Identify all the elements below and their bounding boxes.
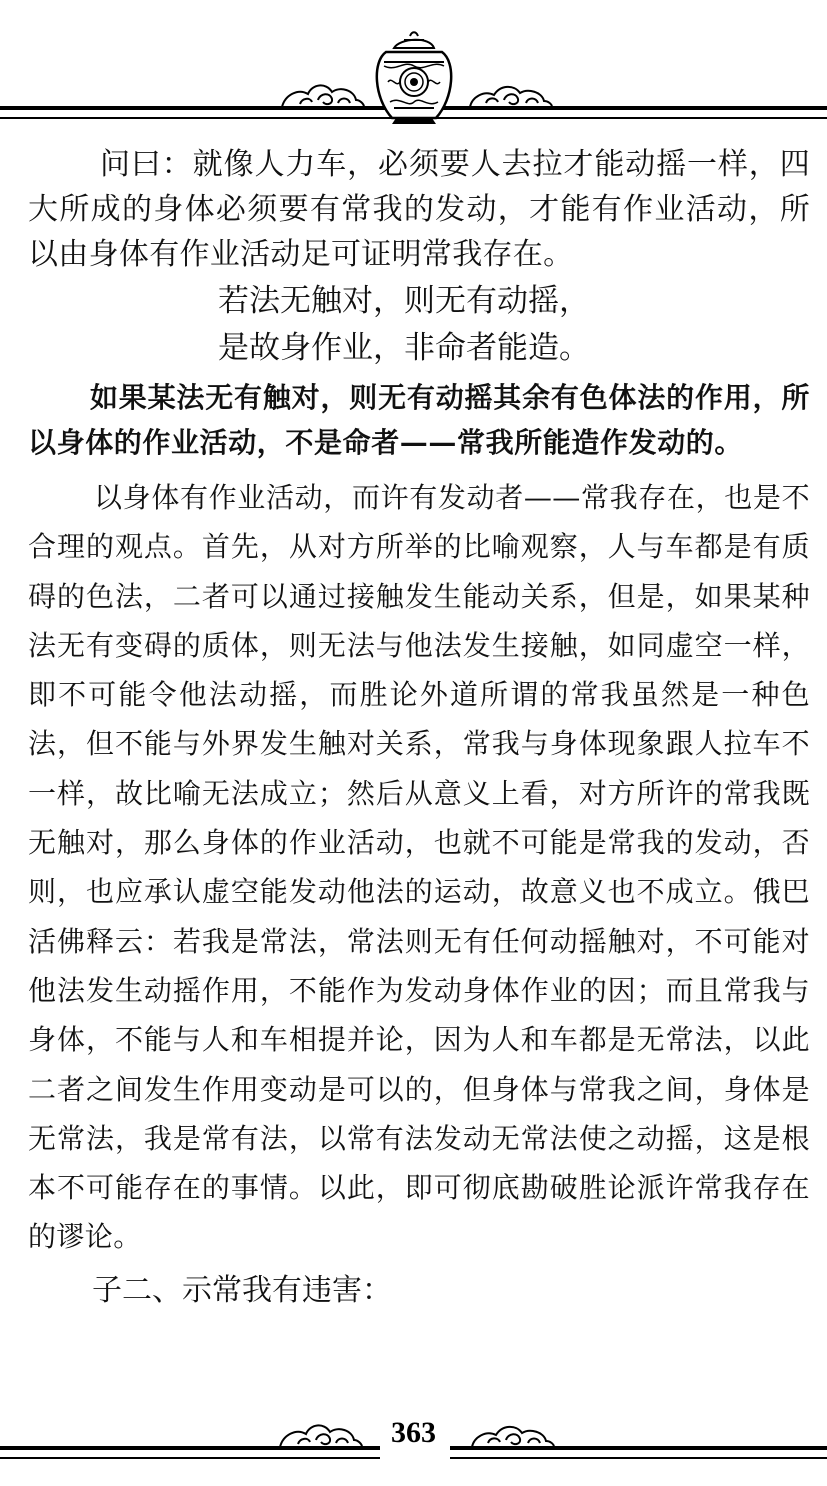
vase-icon xyxy=(377,32,451,124)
commentary-paragraph: 以身体有作业活动，而许有发动者——常我存在，也是不合理的观点。首先，从对方所举的比喻观察，人与车都是有质碍的色法，二者可以通过接触发生能动关系，但是，如果某种法无有变碍的质体，则无法与他法发生接触，如同虚空一样，即不可能令他法动摇，而胜论外道所谓的常我虽然是一种色法，但不能与外界发生触对关系，常我与身体现象跟人拉车不一样，故比喻无法成立；然后从意义上看，对方所许的常我既无触对，那么身体的作业活动，也就不可能是常我的发动，否则，也应承认虚空能发动他法的运动，故意义也不成立。俄巴活佛释云：若我是常法，常法则无有任何动摇触对，不可能对他法发生动摇作用，不能作为发动身体作业的因；而且常我与身体，不能与人和车相提并论，因为人和车都是无常法，以此二者之间发生作用变动是可以的，但身体与常我之间，身体是无常法，我是常有法，以常有法发动无常法使之动摇，这是根本不可能存在的事情。以此，即可彻底勘破胜论派许常我存在的谬论。 xyxy=(28,481,810,1254)
header-border xyxy=(0,0,827,140)
question-paragraph: 问曰：就像人力车，必须要人去拉才能动摇一样，四大所成的身体必须要有常我的发动，才能有作业活动，所以由身体有作业活动足可证明常我存在。 xyxy=(28,147,810,272)
page-number: 363 xyxy=(391,1416,436,1449)
page-header xyxy=(0,0,827,140)
section-heading: 子二、示常我有违害： xyxy=(92,1272,392,1308)
verse-line-1: 若法无触对，则无有动摇， xyxy=(218,283,590,319)
cloud-scroll-icon xyxy=(470,87,552,107)
verse-line-2: 是故身作业，非命者能造。 xyxy=(218,330,590,366)
page-content xyxy=(28,142,810,1316)
verse-explanation: 如果某法无有触对，则无有动摇其余有色体法的作用，所以身体的作业活动，不是命者——常我所能造作发动的。 xyxy=(28,381,810,459)
cloud-scroll-icon xyxy=(282,85,364,107)
